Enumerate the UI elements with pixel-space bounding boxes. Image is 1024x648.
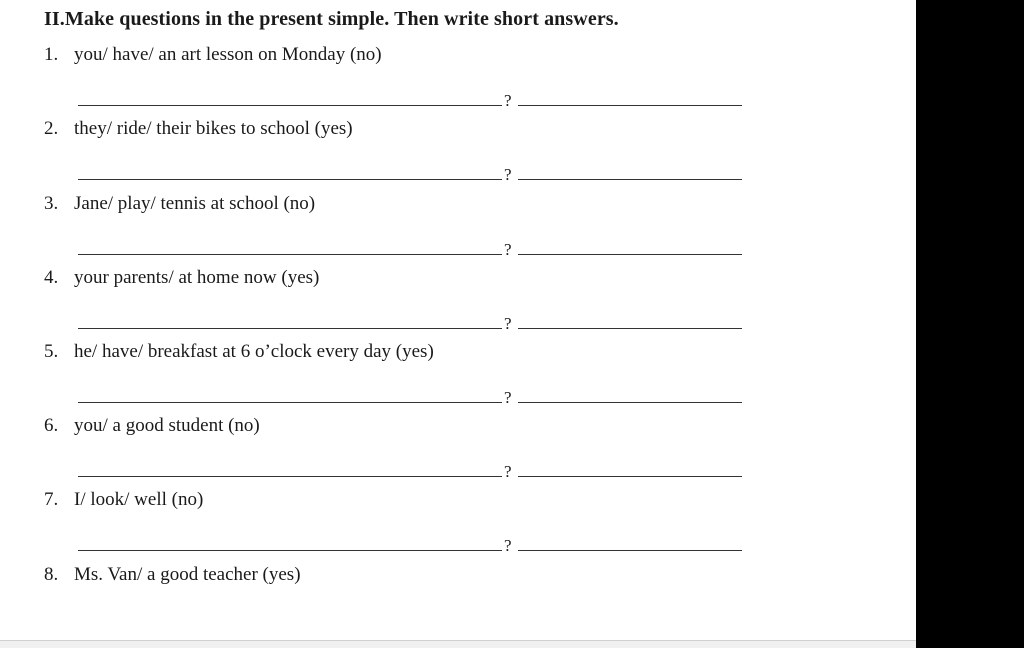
- item-number: 7.: [44, 489, 59, 510]
- answer-row[interactable]: [78, 159, 744, 184]
- item-number: 3.: [44, 193, 59, 214]
- answer-row[interactable]: [78, 382, 744, 407]
- item-prompt: your parents/ at home now (yes): [74, 267, 320, 288]
- question-blank[interactable]: [78, 476, 502, 477]
- question-blank[interactable]: [78, 328, 502, 329]
- question-mark: ?: [504, 314, 512, 333]
- question-mark: ?: [504, 165, 512, 184]
- question-blank[interactable]: [78, 179, 502, 180]
- question-mark: ?: [504, 91, 512, 110]
- short-answer-blank[interactable]: [518, 328, 742, 329]
- item-prompt: I/ look/ well (no): [74, 489, 204, 510]
- answer-row[interactable]: [78, 456, 744, 481]
- short-answer-blank[interactable]: [518, 105, 742, 106]
- short-answer-blank[interactable]: [518, 550, 742, 551]
- short-answer-blank[interactable]: [518, 254, 742, 255]
- question-blank[interactable]: [78, 402, 502, 403]
- item-prompt: you/ a good student (no): [74, 415, 260, 436]
- answer-row[interactable]: [78, 530, 744, 555]
- item-number: 5.: [44, 341, 59, 362]
- answer-row[interactable]: [78, 234, 744, 259]
- item-number: 4.: [44, 267, 59, 288]
- item-prompt: he/ have/ breakfast at 6 o’clock every day (yes): [74, 341, 434, 362]
- question-mark: ?: [504, 388, 512, 407]
- answer-row[interactable]: [78, 308, 744, 333]
- item-number: 6.: [44, 415, 59, 436]
- question-mark: ?: [504, 462, 512, 481]
- item-prompt: they/ ride/ their bikes to school (yes): [74, 118, 353, 139]
- right-black-margin: [916, 0, 1024, 648]
- item-number: 2.: [44, 118, 59, 139]
- page-bottom-border: [0, 640, 916, 648]
- question-blank[interactable]: [78, 105, 502, 106]
- item-number: 8.: [44, 564, 59, 585]
- answer-row[interactable]: [78, 85, 744, 110]
- question-mark: ?: [504, 536, 512, 555]
- question-mark: ?: [504, 240, 512, 259]
- item-prompt: you/ have/ an art lesson on Monday (no): [74, 44, 382, 65]
- short-answer-blank[interactable]: [518, 476, 742, 477]
- question-blank[interactable]: [78, 254, 502, 255]
- item-prompt: Ms. Van/ a good teacher (yes): [74, 564, 301, 585]
- short-answer-blank[interactable]: [518, 402, 742, 403]
- question-blank[interactable]: [78, 550, 502, 551]
- short-answer-blank[interactable]: [518, 179, 742, 180]
- worksheet-title: II.Make questions in the present simple. Then write short answers.: [44, 8, 619, 30]
- item-prompt: Jane/ play/ tennis at school (no): [74, 193, 316, 214]
- item-number: 1.: [44, 44, 59, 65]
